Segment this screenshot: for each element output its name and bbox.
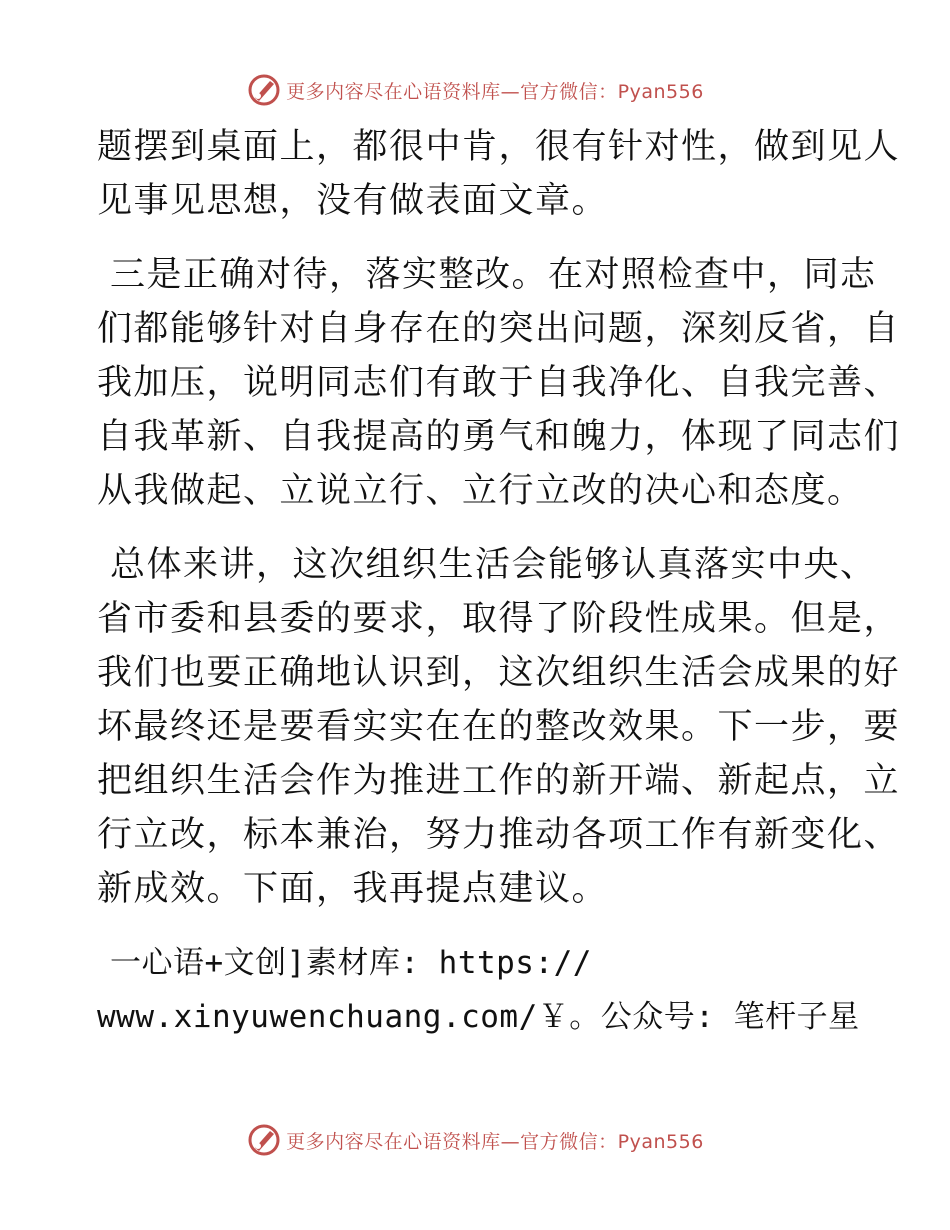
paragraph-1 [97, 120, 901, 228]
text-line: 题摆到桌面上，都很中肯，很有针对性，做到见人 [97, 127, 901, 167]
header-banner-handle: Pyan556 [617, 80, 704, 103]
document-body [97, 120, 901, 1044]
text-line: 我们也要正确地认识到，这次组织生活会成果的好 [97, 653, 901, 693]
header-banner-text [286, 77, 704, 104]
text-line: 行立改，标本兼治，努力推动各项工作有新变化、 [97, 815, 901, 855]
header-banner [0, 70, 950, 110]
footer-banner-text [286, 1127, 704, 1154]
footer-banner-label: 更多内容尽在心语资料库—官方微信： [286, 1130, 618, 1153]
paragraph-2 [97, 248, 901, 518]
header-banner-label: 更多内容尽在心语资料库—官方微信： [286, 80, 618, 103]
footer-banner-handle: Pyan556 [617, 1130, 704, 1153]
text-line: 总体来讲，这次组织生活会能够认真落实中央、 [110, 545, 877, 585]
pen-logo-icon [246, 72, 282, 108]
text-line: 我加压，说明同志们有敢于自我净化、自我完善、 [97, 363, 901, 403]
text-line: 们都能够针对自身存在的突出问题，深刻反省，自 [97, 309, 901, 349]
text-line: 自我革新、自我提高的勇气和魄力，体现了同志们 [97, 417, 901, 457]
text-line: 见事见思想，没有做表面文章。 [97, 181, 609, 221]
source-line: www.xinyuwenchuang.com/￥。公众号: 笔杆子星 [97, 999, 860, 1035]
pen-logo-icon [246, 1122, 282, 1158]
text-line: 新成效。下面，我再提点建议。 [97, 869, 609, 909]
paragraph-3 [97, 538, 901, 916]
text-line: 坏最终还是要看实实在在的整改效果。下一步，要 [97, 707, 901, 747]
source-line: 一心语+文创]素材库: https:// [110, 945, 592, 981]
text-line: 从我做起、立说立行、立行立改的决心和态度。 [97, 471, 864, 511]
paragraph-4 [97, 936, 860, 1044]
footer-banner [0, 1120, 950, 1160]
text-line: 三是正确对待，落实整改。在对照检查中，同志 [110, 255, 877, 295]
text-line: 把组织生活会作为推进工作的新开端、新起点，立 [97, 761, 901, 801]
text-line: 省市委和县委的要求，取得了阶段性成果。但是， [97, 599, 901, 639]
